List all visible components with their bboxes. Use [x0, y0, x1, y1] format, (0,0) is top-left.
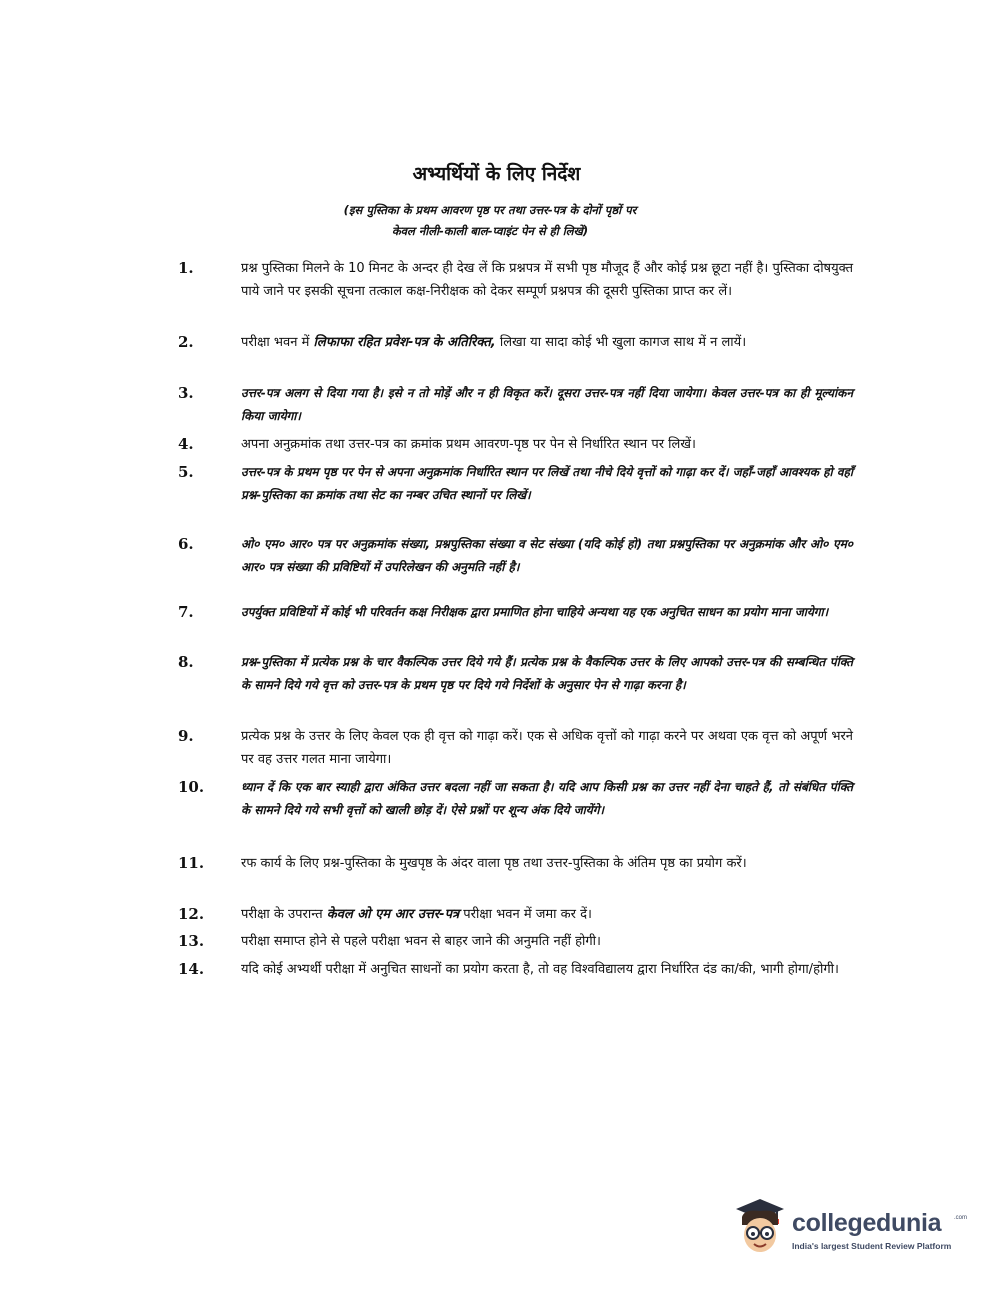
page-subtitle — [230, 200, 750, 242]
instruction-text: उपर्युक्त प्रविष्टियों में कोई भी परिवर्तन कक्ष निरीक्षक द्वारा प्रमाणित होना चाहिये अन्यथा यह एक अनुचित साधन का प्रयोग माना जायेगा। — [241, 605, 829, 619]
instruction-number: 6. — [178, 535, 194, 553]
instruction-number: 1. — [178, 259, 194, 277]
instruction-number: 4. — [178, 435, 194, 453]
instruction-number: 8. — [178, 653, 194, 671]
instruction-text-part: परीक्षा भवन में जमा कर दें। — [459, 907, 592, 922]
instruction-text: उत्तर-पत्र अलग से दिया गया है। इसे न तो मोड़ें और न ही विकृत करें। दूसरा उत्तर-पत्र नहीं दिया जायेगा। केवल उत्तर-पत्र का ही मूल्यांकन किया जायेगा। — [241, 386, 853, 423]
instruction-text-part: लिखा या सादा कोई भी खुला कागज साथ में न लायें। — [495, 335, 747, 350]
instruction-text: प्रश्न-पुस्तिका में प्रत्येक प्रश्न के चार वैकल्पिक उत्तर दिये गये हैं। प्रत्येक प्रश्न के वैकल्पिक उत्तर के लिए आपको उत्तर-पत्र की सम्बन्धित पंक्ति के सामने दिये गये वृत्त को उत्तर-पत्र के प्रथम पृष्ठ पर दिये गये निर्देशों के अनुसार पेन से गाढ़ा करना है। — [241, 655, 853, 692]
instruction-number: 9. — [178, 727, 194, 745]
instruction-number: 5. — [178, 463, 194, 481]
subtitle-line-2: केवल नीली-काली बाल-प्वाइंट पेन से ही लिखें) — [391, 224, 589, 238]
instruction-number: 12. — [178, 905, 205, 923]
instruction-number: 14. — [178, 960, 205, 978]
instruction-emphasis: लिफाफा रहित प्रवेश-पत्र के अतिरिक्त, — [313, 335, 496, 350]
instruction-emphasis: केवल ओ एम आर उत्तर-पत्र — [326, 907, 460, 922]
instruction-number: 11. — [178, 854, 205, 872]
instruction-text: प्रश्न पुस्तिका मिलने के 10 मिनट के अन्दर ही देख लें कि प्रश्नपत्र में सभी पृष्ठ मौजूद हैं और कोई प्रश्न छूटा नहीं है। पुस्तिका दोषयुक्त पाये जाने पर इसकी सूचना तत्काल कक्ष-निरीक्षक को देकर सम्पूर्ण प्रश्नपत्र की दूसरी पुस्तिका प्राप्त कर लें। — [241, 261, 853, 299]
instruction-text: उत्तर-पत्र के प्रथम पृष्ठ पर पेन से अपना अनुक्रमांक निर्धारित स्थान पर लिखें तथा नीचे दिये वृत्तों को गाढ़ा कर दें। जहाँ-जहाँ आवश्यक हो वहाँ प्रश्न-पुस्तिका का क्रमांक तथा सेट का नम्बर उचित स्थानों पर लिखें। — [241, 465, 853, 502]
instruction-number: 10. — [178, 778, 205, 796]
logo-tagline: India's largest Student Review Platform — [792, 1241, 952, 1251]
instruction-text — [241, 331, 853, 354]
instruction-text: ओ० एम० आर० पत्र पर अनुक्रमांक संख्या, प्रश्नपुस्तिका संख्या व सेट संख्या (यदि कोई हो) तथा प्रश्नपुस्तिका पर अनुक्रमांक और ओ० एम० आर० पत्र संख्या की प्रविष्टियों में उपरिलेखन की अनुमति नहीं है। — [241, 537, 853, 574]
instruction-number: 13. — [178, 932, 205, 950]
instruction-text: यदि कोई अभ्यर्थी परीक्षा में अनुचित साधनों का प्रयोग करता है, तो वह विश्वविद्यालय द्वारा निर्धारित दंड का/की, भागी होगा/होगी। — [241, 962, 839, 977]
instruction-text-part: परीक्षा भवन में — [241, 335, 314, 350]
instruction-text-part: परीक्षा के उपरान्त — [241, 907, 327, 922]
instruction-text — [241, 903, 853, 926]
instruction-text: प्रत्येक प्रश्न के उत्तर के लिए केवल एक ही वृत्त को गाढ़ा करें। एक से अधिक वृत्तों को गाढ़ा करने पर अथवा एक वृत्त को अपूर्ण भरने पर वह उत्तर गलत माना जायेगा। — [241, 729, 853, 767]
instruction-number: 3. — [178, 384, 194, 402]
collegedunia-mascot-icon — [730, 1195, 788, 1257]
subtitle-line-1: (इस पुस्तिका के प्रथम आवरण पृष्ठ पर तथा उत्तर-पत्र के दोनों पृष्ठों पर — [343, 203, 637, 217]
instruction-text: अपना अनुक्रमांक तथा उत्तर-पत्र का क्रमांक प्रथम आवरण-पृष्ठ पर पेन से निर्धारित स्थान पर लिखें। — [241, 437, 696, 452]
collegedunia-logo[interactable] — [730, 1195, 970, 1265]
instruction-number: 7. — [178, 603, 194, 621]
logo-domain-suffix: .com — [954, 1215, 968, 1221]
instruction-text: रफ कार्य के लिए प्रश्न-पुस्तिका के मुखपृष्ठ के अंदर वाला पृष्ठ तथा उत्तर-पुस्तिका के अंतिम पृष्ठ का प्रयोग करें। — [241, 856, 747, 871]
instruction-text: परीक्षा समाप्त होने से पहले परीक्षा भवन से बाहर जाने की अनुमति नहीं होगी। — [241, 934, 601, 949]
instruction-text: ध्यान दें कि एक बार स्याही द्वारा अंकित उत्तर बदला नहीं जा सकता है। यदि आप किसी प्रश्न का उत्तर नहीं देना चाहते हैं, तो संबंधित पंक्ति के सामने दिये गये सभी वृत्तों को खाली छोड़ दें। ऐसे प्रश्नों पर शून्य अंक दिये जायेंगे। — [241, 780, 853, 817]
page-title: अभ्यर्थियों के लिए निर्देश — [412, 163, 581, 185]
instruction-number: 2. — [178, 333, 194, 351]
logo-wordmark: collegedunia — [792, 1209, 942, 1237]
